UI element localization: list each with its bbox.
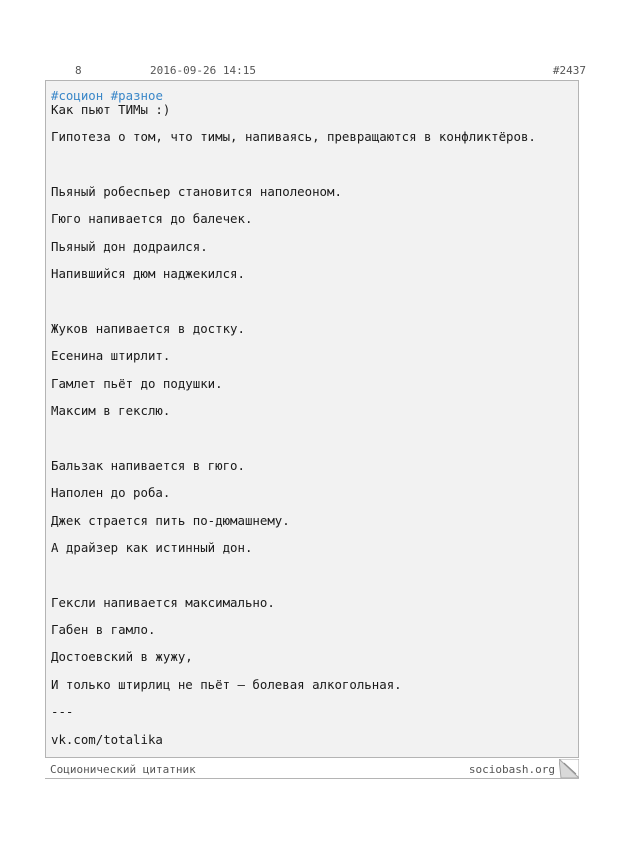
- quote-line: Максим в гекслю.: [51, 402, 171, 418]
- quote-line: Напившийся дюм наджекился.: [51, 266, 245, 282]
- quote-line: Гюго напивается до балечек.: [51, 211, 253, 227]
- quote-line: Есенина штирлит.: [51, 348, 171, 364]
- quote-line: [51, 431, 578, 445]
- quote-line: [51, 157, 578, 171]
- quote-line: [51, 568, 578, 582]
- quote-rating: 8: [75, 64, 82, 77]
- tag-raznoe[interactable]: #разное: [110, 88, 163, 103]
- quote-line: [51, 692, 578, 706]
- quote-line: [51, 199, 578, 213]
- quote-line: [51, 664, 578, 678]
- quote-line: [51, 226, 578, 240]
- quote-tags: [51, 89, 578, 103]
- quote-line: Габен в гамло.: [51, 622, 156, 638]
- quote-line: [51, 719, 578, 733]
- quote-line[interactable]: vk.com/totalika: [51, 731, 163, 747]
- quote-line: [51, 418, 578, 432]
- quote-line: Гамлет пьёт до подушки.: [51, 375, 223, 391]
- quote-line: [51, 116, 578, 130]
- quote-line: [51, 144, 578, 158]
- quote-line: [51, 445, 578, 459]
- quote-meta: [45, 64, 586, 78]
- quote-footer: [45, 759, 579, 779]
- quote-line: [51, 171, 578, 185]
- quote-id-link[interactable]: #2437: [552, 64, 586, 77]
- quote-line: А драйзер как истинный дон.: [51, 539, 253, 555]
- quote-line: [51, 527, 578, 541]
- quote-line: Наполен до роба.: [51, 485, 171, 501]
- quote-date: 2016-09-26 14:15: [150, 64, 256, 77]
- quote-line: ---: [51, 704, 74, 720]
- quote-line: Гексли напивается максимально.: [51, 594, 275, 610]
- quote-line: [51, 363, 578, 377]
- quote-line: [51, 281, 578, 295]
- quote-line: [51, 390, 578, 404]
- site-url-link[interactable]: sociobash.org: [468, 763, 555, 776]
- quote-line: [51, 637, 578, 651]
- quote-line: Бальзак напивается в гюго.: [51, 457, 245, 473]
- quote-line: [51, 294, 578, 308]
- site-name: Соционический цитатник: [50, 763, 196, 776]
- quote-line: Жуков напивается в достку.: [51, 320, 245, 336]
- quote-line: Достоевский в жужу,: [51, 649, 193, 665]
- quote-line: Гипотеза о том, что тимы, напиваясь, превращаются в конфликтёров.: [51, 129, 536, 145]
- quote-line: Джек страется пить по-дюмашнему.: [51, 512, 290, 528]
- quote-line: [51, 609, 578, 623]
- quote-line: Пьяный робеспьер становится наполеоном.: [51, 183, 342, 199]
- quote-body: [45, 80, 579, 758]
- quote-line: [51, 253, 578, 267]
- quote-line: [51, 336, 578, 350]
- quote-line: [51, 472, 578, 486]
- quote-text: [51, 103, 578, 747]
- quote-line: Пьяный дон додраился.: [51, 238, 208, 254]
- quote-line: Как пьют ТИМы :): [51, 101, 171, 117]
- quote-line: [51, 582, 578, 596]
- tag-socion[interactable]: #социон: [51, 88, 104, 103]
- quote-line: [51, 500, 578, 514]
- quote-line: [51, 308, 578, 322]
- corner-fold-icon: [559, 759, 579, 778]
- quote-line: И только штирлиц не пьёт – болевая алкогольная.: [51, 676, 402, 692]
- quote-line: [51, 555, 578, 569]
